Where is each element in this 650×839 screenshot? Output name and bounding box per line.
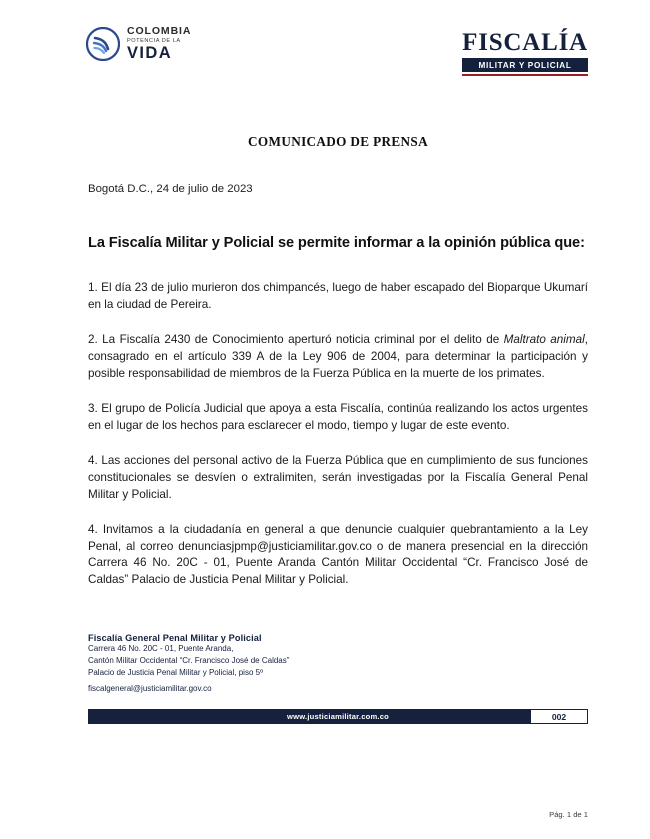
signature-address-line3: Palacio de Justicia Penal Militar y Policial, piso 5º bbox=[88, 668, 263, 678]
signature-block bbox=[0, 633, 650, 696]
footer-bar bbox=[88, 709, 588, 724]
signature-address-line2: Cantón Militar Occidental “Cr. Francisco José de Caldas” bbox=[88, 656, 290, 666]
paragraph-2-post: , consagrado en el artículo 339 A de la Ley 906 de 2004, para determinar la participación y posible responsabilidad de miembros de la Fuerza Pública en la muerte de los primates. bbox=[88, 333, 588, 380]
footer-document-number: 002 bbox=[530, 709, 588, 724]
fiscalia-logo-line1: FISCALÍA bbox=[462, 29, 588, 56]
fiscalia-logo-line2: MILITAR Y POLICIAL bbox=[478, 60, 572, 70]
paragraph-2-italic-offense: Maltrato animal bbox=[503, 333, 585, 347]
paragraph-2-pre: 2. La Fiscalía 2430 de Conocimiento aperturó noticia criminal por el delito de bbox=[88, 333, 504, 347]
colombia-potencia-de-la-vida-logo bbox=[86, 26, 191, 62]
paragraph-5: 4. Invitamos a la ciudadanía en general a que denuncie cualquier quebrantamiento a la Ley Penal, al correo denunciasjpmp@justiciamilitar.gov.co o de manera presencial en la dirección Carrera 46 No. 20C - 01, Puente Aranda Cantón Militar Occidental “Cr. Francisco José de Caldas” Palacio de Justicia Penal Militar y Policial. bbox=[88, 523, 588, 587]
paragraph-4: 4. Las acciones del personal activo de la Fuerza Pública que en cumplimiento de sus funciones constitucionales se desvíen o extralimiten, serán investigadas por la Fiscalía General Penal Militar y Policial. bbox=[88, 454, 588, 501]
dateline: Bogotá D.C., 24 de julio de 2023 bbox=[88, 183, 253, 195]
colombia-logo-line3: VIDA bbox=[127, 44, 173, 63]
paragraph-1: 1. El día 23 de julio murieron dos chimpancés, luego de haber escapado del Bioparque Ukumarí en la ciudad de Pereira. bbox=[88, 281, 588, 311]
paragraph-2 bbox=[88, 332, 588, 382]
signature-entity: Fiscalía General Penal Militar y Policial bbox=[88, 632, 262, 643]
footer-website-url: www.justiciamilitar.com.co bbox=[287, 712, 389, 722]
document-header bbox=[0, 0, 650, 92]
paragraph-3: 3. El grupo de Policía Judicial que apoya a esta Fiscalía, continúa realizando los actos urgentes en el lugar de los hechos para esclarecer el modo, tiempo y lugar de este evento. bbox=[88, 402, 588, 432]
signature-address-line1: Carrera 46 No. 20C - 01, Puente Aranda, bbox=[88, 643, 234, 653]
document-body bbox=[0, 134, 650, 589]
colombia-logo-line1: COLOMBIA bbox=[127, 25, 192, 37]
lede-paragraph: La Fiscalía Militar y Policial se permite informar a la opinión pública que: bbox=[88, 235, 585, 251]
signature-email: fiscalgeneral@justiciamilitar.gov.co bbox=[88, 683, 212, 693]
colombia-potencia-logo-icon bbox=[86, 27, 120, 61]
fiscalia-militar-y-policial-logo bbox=[462, 26, 588, 76]
fiscalia-logo-bar bbox=[462, 58, 588, 72]
colombia-logo-line2: POTENCIA DE LA bbox=[127, 37, 181, 44]
fiscalia-logo-red-rule bbox=[462, 74, 588, 76]
page-indicator: Pág. 1 de 1 bbox=[549, 810, 588, 819]
colombia-logo-text bbox=[127, 26, 191, 62]
page-title: COMUNICADO DE PRENSA bbox=[248, 134, 428, 149]
